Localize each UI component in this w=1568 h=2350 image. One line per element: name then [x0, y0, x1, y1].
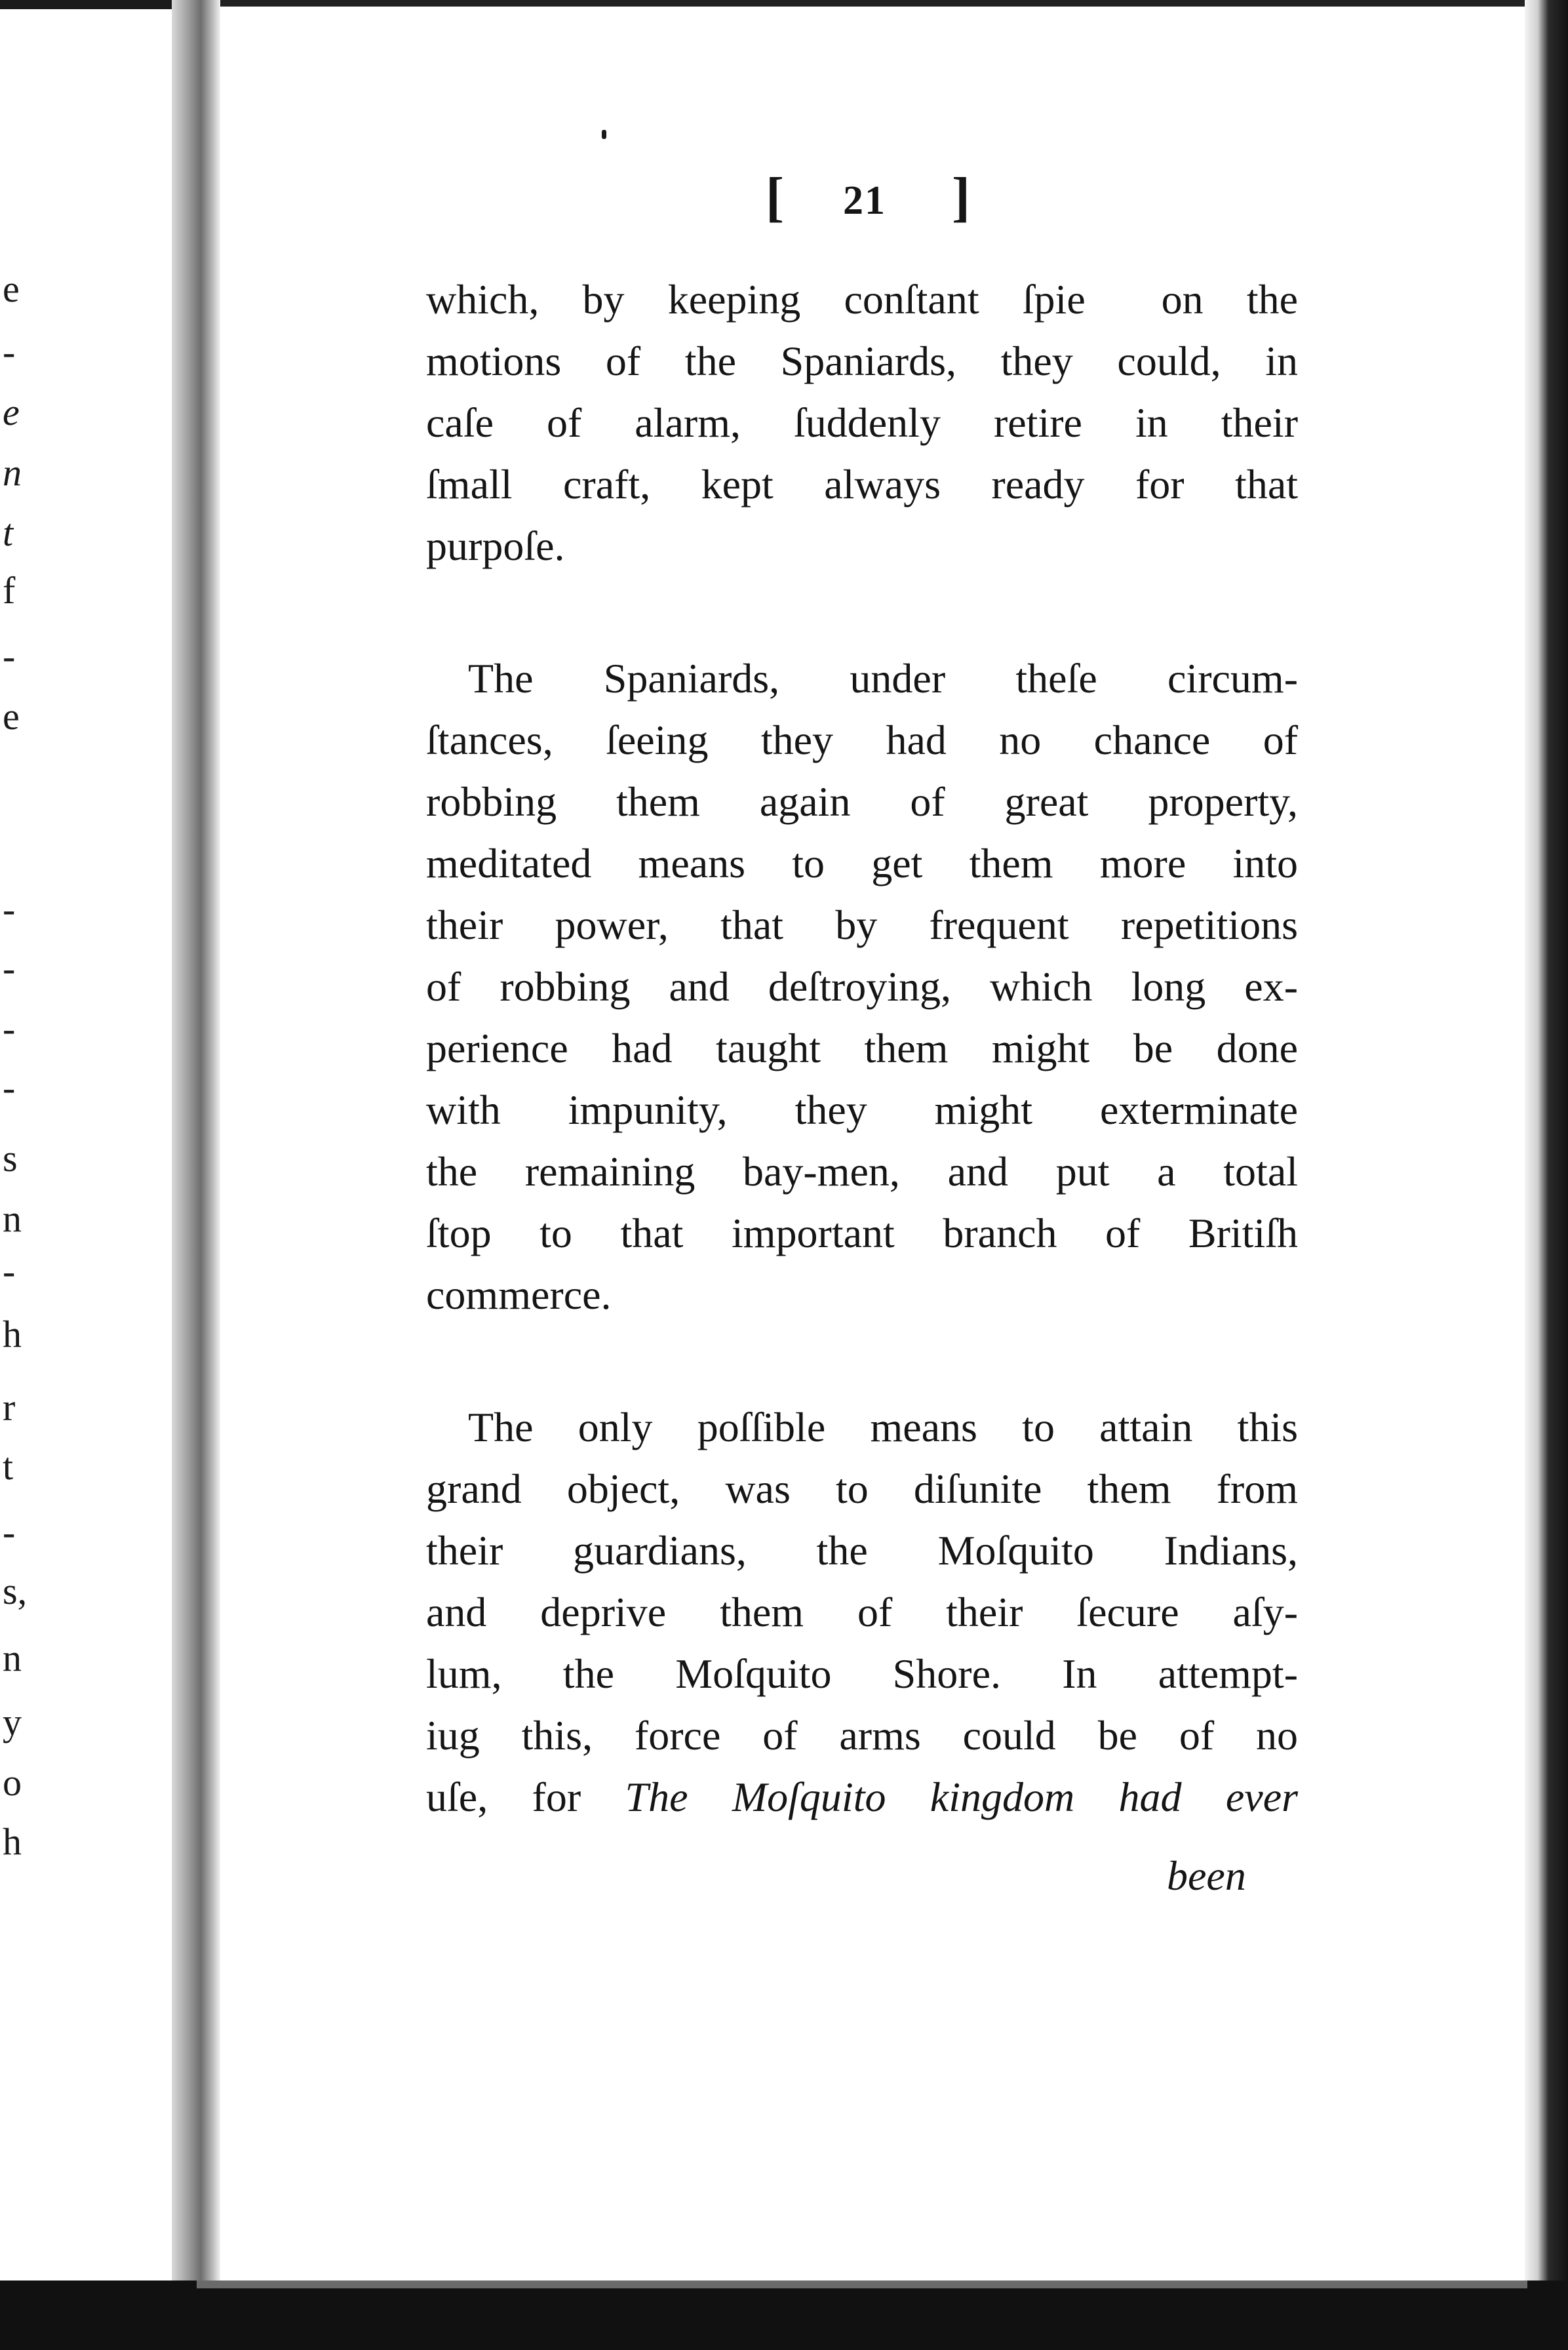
text-line: caſe of alarm, ſuddenly retire in their — [426, 399, 1298, 446]
page-body-text — [426, 269, 1298, 1828]
page-bottom-edge — [197, 2280, 1527, 2288]
text-run: uſe, for — [426, 1774, 625, 1820]
facing-line-end: f — [3, 569, 16, 612]
facing-line-end: e — [3, 268, 20, 310]
ink-speck — [602, 130, 606, 139]
facing-line-end: e — [3, 695, 20, 738]
facing-line-end: - — [3, 888, 16, 930]
text-line: their guardians, the Moſquito Indians, — [426, 1527, 1298, 1574]
facing-line-end: s, — [3, 1570, 28, 1612]
text-line: grand object, was to diſunite them from — [426, 1465, 1298, 1512]
binding-gutter-shadow — [172, 0, 220, 2350]
facing-line-end: - — [3, 947, 16, 989]
facing-page-line-endings — [0, 0, 39, 2350]
facing-line-end: - — [3, 1066, 16, 1109]
facing-page-fragment — [0, 0, 176, 2350]
italic-text-run: The Moſquito kingdom had ever — [625, 1774, 1299, 1820]
facing-line-end: n — [3, 451, 22, 494]
text-line: of robbing and deſtroying, which long ex- — [426, 963, 1298, 1010]
text-line: purpoſe. — [426, 523, 565, 569]
page-header — [766, 168, 1002, 233]
paragraph — [426, 648, 1298, 1326]
facing-line-end: r — [3, 1386, 16, 1429]
text-line: ſmall craft, kept always ready for that — [426, 461, 1298, 508]
text-line: lum, the Moſquito Shore. In attempt- — [426, 1650, 1298, 1697]
text-line: and deprive them of their ſecure aſy- — [426, 1589, 1298, 1635]
text-line: The Spaniards, under theſe circum- — [468, 655, 1298, 702]
scan-bottom-edge — [0, 2280, 1568, 2350]
text-line-mixed — [426, 1766, 1298, 1828]
page-number-bracket-right: ] — [952, 167, 971, 228]
text-line: The only poſſible means to attain this — [468, 1404, 1298, 1450]
text-line: ſtances, ſeeing they had no chance of — [426, 717, 1298, 763]
facing-line-end: - — [3, 1250, 16, 1292]
facing-line-end: - — [3, 330, 16, 373]
text-line: iug this, force of arms could be of no — [426, 1712, 1298, 1759]
page-number-bracket-left: [ — [766, 167, 785, 228]
text-line: with impunity, they might exterminate — [426, 1086, 1298, 1133]
text-line: which, by keeping conſtant ſpie᷑ on the — [426, 276, 1298, 323]
paragraph — [426, 1397, 1298, 1828]
facing-line-end: n — [3, 1637, 22, 1679]
paragraph-spacing — [426, 577, 1298, 648]
page-right-edge-shadow — [1525, 0, 1568, 2350]
facing-line-end: e — [3, 391, 20, 433]
facing-line-end: h — [3, 1820, 22, 1863]
paragraph — [426, 269, 1298, 577]
facing-line-end: - — [3, 635, 16, 677]
text-line: meditated means to get them more into — [426, 840, 1298, 886]
paragraph-spacing — [426, 1326, 1298, 1397]
facing-line-end: y — [3, 1701, 22, 1743]
text-line: the remaining bay-men, and put a total — [426, 1148, 1298, 1195]
catchword: been — [1167, 1852, 1246, 1899]
text-line: commerce. — [426, 1271, 612, 1318]
facing-line-end: - — [3, 1007, 16, 1050]
facing-line-end: n — [3, 1197, 22, 1240]
facing-line-end: t — [3, 511, 14, 554]
text-line: their power, that by frequent repetitions — [426, 902, 1298, 948]
page-top-edge — [220, 0, 1525, 7]
facing-line-end: t — [3, 1445, 14, 1488]
facing-line-end: - — [3, 1511, 16, 1553]
text-line: perience had taught them might be done — [426, 1025, 1298, 1071]
facing-line-end: h — [3, 1313, 22, 1355]
facing-line-end: s — [3, 1137, 18, 1180]
text-line: ſtop to that important branch of Britiſh — [426, 1210, 1298, 1256]
page-number: 21 — [843, 178, 886, 223]
text-line: motions of the Spaniards, they could, in — [426, 338, 1298, 384]
text-line: robbing them again of great property, — [426, 778, 1298, 825]
facing-line-end: o — [3, 1761, 22, 1804]
